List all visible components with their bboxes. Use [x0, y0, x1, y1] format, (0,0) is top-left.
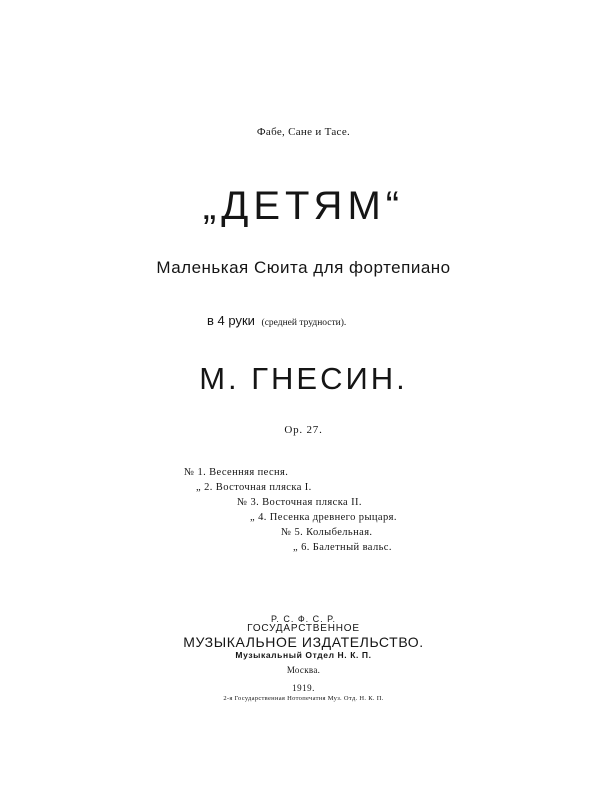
printer-line: 2-я Государственная Нотопечатня Муз. Отд. Н. К. П.: [223, 695, 384, 702]
list-item: „ 2. Восточная пляска I.: [196, 482, 312, 493]
hands-label: в 4 руки: [207, 313, 255, 328]
publisher-city: Москва.: [286, 665, 321, 675]
list-item: „ 4. Песенка древнего рыцаря.: [250, 512, 397, 523]
opus-number: Ор. 27.: [284, 424, 323, 436]
dedication: Фабе, Сане и Тасе.: [256, 126, 351, 138]
publication-year: 1919.: [292, 683, 315, 693]
list-item: № 1. Весенняя песня.: [184, 467, 289, 478]
work-title: „ДЕТЯМ“: [202, 184, 405, 228]
list-item: № 5. Колыбельная.: [281, 527, 373, 538]
instrumentation: [207, 314, 346, 329]
publisher-department: Музыкальный Отдел Н. К. П.: [235, 650, 372, 660]
list-item: „ 6. Балетный вальс.: [293, 542, 392, 553]
publisher-country: Р. С. Ф. С. Р.: [271, 614, 336, 624]
publisher-name: МУЗЫКАЛЬНОЕ ИЗДАТЕЛЬСТВО.: [183, 634, 424, 650]
work-subtitle: Маленькая Сюита для фортепиано: [156, 258, 451, 277]
composer-name: М. ГНЕСИН.: [199, 361, 408, 396]
publisher-state: ГОСУДАРСТВЕННОЕ: [247, 623, 360, 634]
difficulty-label: (средней трудности).: [261, 318, 347, 328]
list-item: № 3. Восточная пляска II.: [237, 497, 362, 508]
